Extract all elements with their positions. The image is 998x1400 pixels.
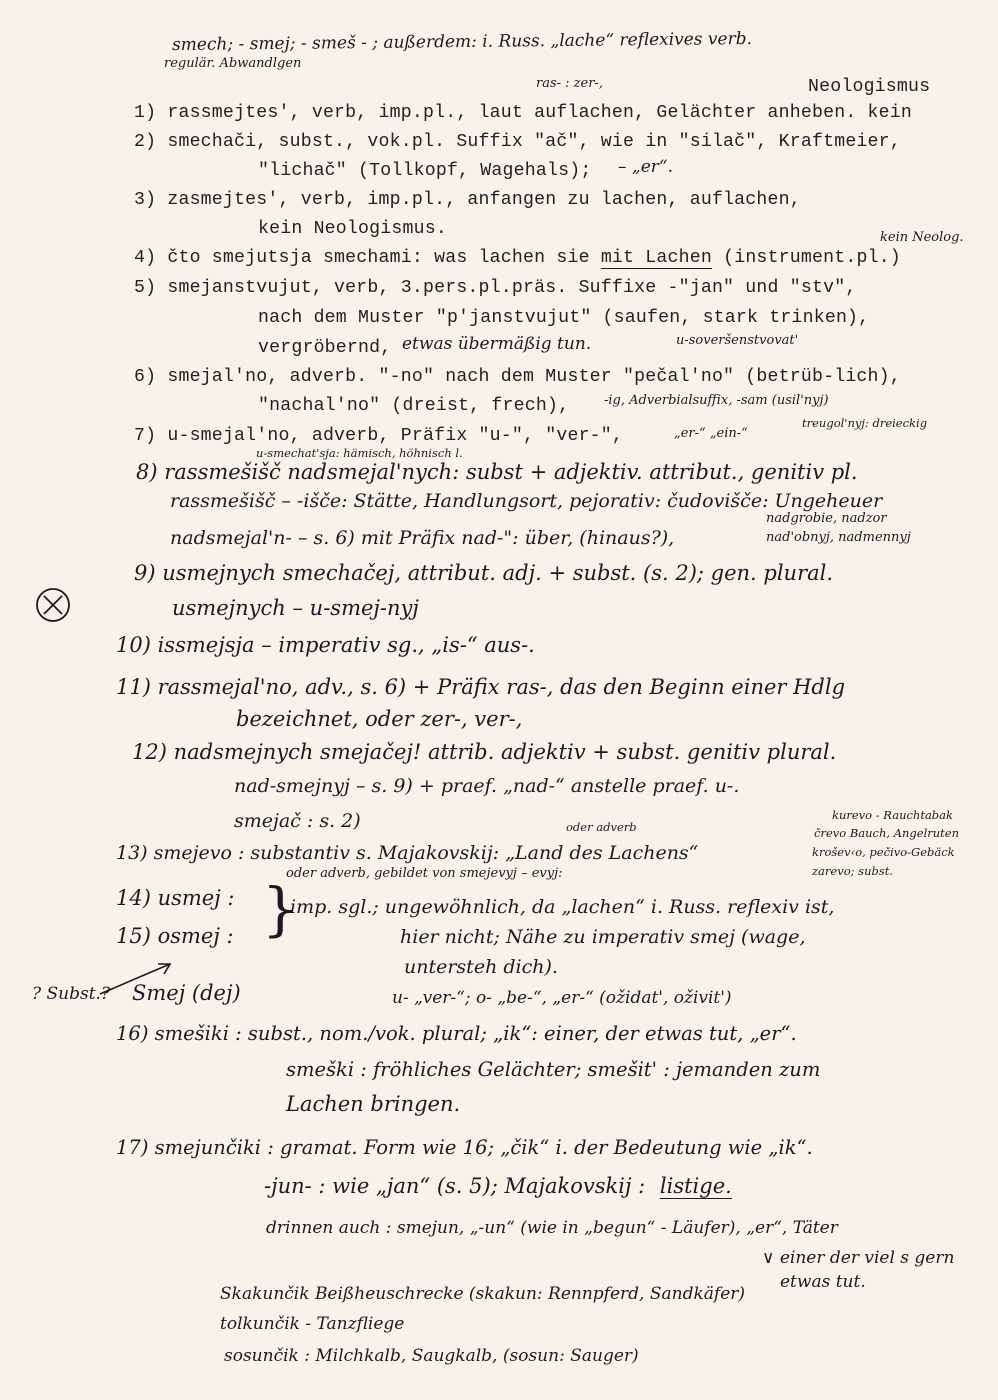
entry-7-sub: u-smechat'sja: hämisch, höhnisch l. [256,446,463,460]
entry-7-hand: „er-“ „ein-“ [674,426,748,441]
entry-8-note2: nad'obnyj, nadmennyj [766,530,911,545]
entry-17-line5: etwas tut. [780,1272,866,1292]
entry-7: 7) u-smejal'no, adverb, Präfix "u-", "ver-", [134,426,624,446]
entry-4-tail: (instrument.pl.) [723,248,901,268]
entry-13-note1: kurevo - Rauchtabak [832,808,953,822]
entry-4-underlined: mit Lachen [600,248,712,268]
entry-3: 3) zasmejtes', verb, imp.pl., anfangen zu lachen, auflachen, [134,190,801,210]
entry-8: 8) rassmešišč nadsmejal'nych: subst + adjektiv. attribut., genitiv pl. [136,460,858,484]
entry-13-line2: oder adverb, gebildet von smejevyj – evyj: [286,866,563,881]
entry-16-line3: Lachen bringen. [286,1092,461,1116]
entry-11: 11) rassmejal'no, adv., s. 6) + Präfix ras-, das den Beginn einer Hdlg [116,675,846,699]
footer-line3: sosunčik : Milchkalb, Saugkalb, (sosun: Sauger) [224,1346,639,1366]
entry-8-line3: nadsmejal'n- – s. 6) mit Präfix nad-": über, (hinaus?), [170,527,675,549]
entry-4-text: 4) čto smejutsja smechami: was lachen sie [134,248,590,268]
margin-question: ? Subst.? [32,984,111,1004]
entry-12-line3: smejač : s. 2) [234,810,361,832]
entry-5: 5) smejanstvujut, verb, 3.pers.pl.präs. Suffixe -"jan" und "stv", [134,278,857,298]
circled-x-mark-icon [34,586,72,624]
entry-13-over: oder adverb [566,820,637,834]
entry-15-prefix: u- „ver-“; o- „be-“, „er-“ (ožidat', oživit') [392,988,732,1008]
top-note-line1: smech; - smej; - smeš - ; außerdem: i. Russ. „lache“ reflexives verb. [171,28,753,56]
entry-8-line2: rassmešišč – -išče: Stätte, Handlungsort, pejorativ: čudovišče: Ungeheuer [170,490,883,512]
entry-17-underlined: listige. [659,1174,732,1198]
entry-8-note1: nadgrobie, nadzor [766,511,887,526]
entry-17-line2 [264,1174,732,1198]
margin-arrow-icon [96,958,176,998]
entry-13: 13) smejevo : substantiv s. Majakovskij: „Land des Lachens“ [116,842,699,864]
entry-5-cont2: vergröbernd, [258,338,392,358]
entry-14-15-line2: hier nicht; Nähe zu imperativ smej (wage, [400,926,806,948]
entry-5-hand: etwas übermäßig tun. [402,334,592,354]
entry-9: 9) usmejnych smechačej, attribut. adj. + subst. (s. 2); gen. plural. [134,561,834,585]
entry-10: 10) issmejsja – imperativ sg., „is-“ aus-. [116,633,535,657]
entry-6-cont: "nachal'no" (dreist, frech), [258,396,570,416]
entry-11-line2: bezeichnet, oder zer-, ver-, [236,707,523,731]
entry-16: 16) smešiki : subst., nom./vok. plural; „ik“: einer, der etwas tut, „er“. [116,1022,797,1045]
margin-word: Smej (dej) [132,981,241,1005]
entry-17-line4: ∨ einer der viel s gern [762,1248,955,1268]
entry-2-cont: "lichač" (Tollkopf, Wagehals); [258,161,592,181]
entry-12: 12) nadsmejnych smejačej! attrib. adjektiv + subst. genitiv plural. [132,740,837,764]
entry-17-line3: drinnen auch : smejun, „-un“ (wie in „begun“ - Läufer), „er“, Täter [266,1218,838,1238]
entry-7-note: treugol'nyj: dreieckig [802,416,928,430]
entry-1: 1) rassmejtes', verb, imp.pl., laut auflachen, Gelächter anheben. kein [134,103,912,123]
top-note-line2: regulär. Abwandlgen [164,56,302,71]
entry-13-note3: krošev‹o, pečivo-Gebäck [812,845,955,859]
entry-5-cont: nach dem Muster "p'janstvujut" (saufen, stark trinken), [258,308,870,328]
entry-13-note4: zarevo; subst. [812,864,894,878]
entry-13-note2: črevo Bauch, Angelruten [814,826,959,840]
entry-2: 2) smechači, subst., vok.pl. Suffix "ač", wie in "silač", Kraftmeier, [134,132,901,152]
entry-17: 17) smejunčiki : gramat. Form wie 16; „čik“ i. der Bedeutung wie „ik“. [116,1136,813,1159]
entry-14: 14) usmej : [116,886,235,910]
entry-15: 15) osmej : [116,924,234,948]
entry-12-line2: nad-smejnyj – s. 9) + praef. „nad-“ anstelle praef. u-. [234,775,740,797]
entry-6-hand: -ig, Adverbialsuffix, -sam (usil'nyj) [604,393,829,408]
entry-14-15-line1: imp. sgl.; ungewöhnlich, da „lachen“ i. Russ. reflexiv ist, [290,896,835,918]
page-title: Neologismus [808,77,931,97]
entry-5-note: u-soveršenstvovat' [676,333,799,348]
entry-4 [134,248,901,268]
entry-9-line2: usmejnych – u-smej-nyj [172,596,419,620]
entry-2-hand: – „er“. [618,157,673,177]
entry-4-note: kein Neolog. [880,230,964,245]
entry-16-line2: smeški : fröhliches Gelächter; smešit' : jemanden zum [286,1058,821,1081]
entry-3-cont: kein Neologismus. [258,219,447,239]
footer-line1: Skakunčik Beißheuschrecke (skakun: Rennpferd, Sandkäfer) [220,1284,746,1304]
entry-17-line2-text: -jun- : wie „jan“ (s. 5); Majakovskij : [264,1174,646,1198]
footer-line2: tolkunčik - Tanzfliege [220,1314,405,1334]
header-prefix-note: ras- : zer-, [536,76,603,91]
brace-icon: } [262,875,299,943]
entry-14-15-line3: untersteh dich). [404,956,558,978]
entry-6: 6) smejal'no, adverb. "-no" nach dem Muster "pečal'no" (betrüb-lich), [134,367,901,387]
